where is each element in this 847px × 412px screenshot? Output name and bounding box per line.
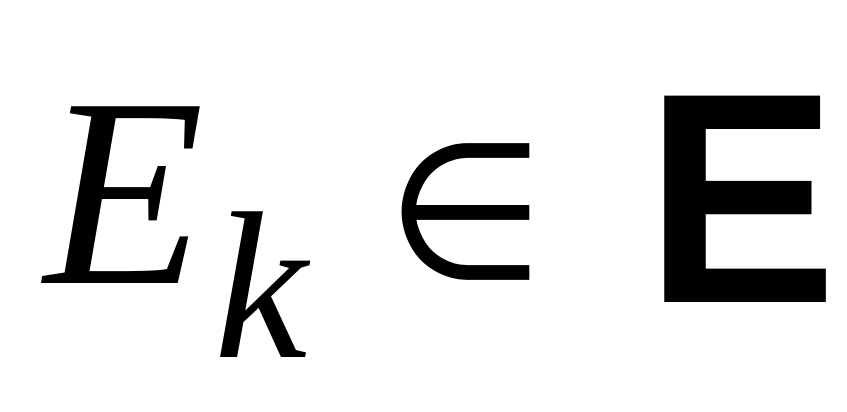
formula-relation-symbol: ∈ <box>386 102 545 323</box>
formula-main-symbol: E <box>44 43 204 342</box>
formula-subscript: k <box>214 171 308 403</box>
formula-set-symbol: E <box>645 30 838 366</box>
